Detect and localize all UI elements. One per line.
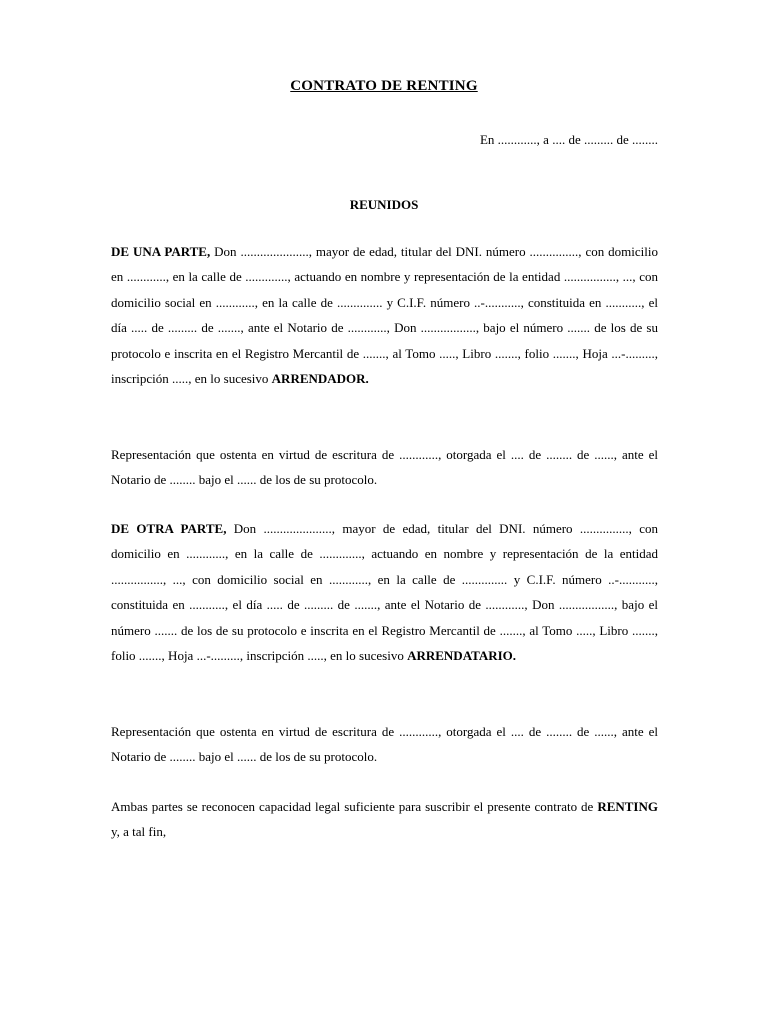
document-title: CONTRATO DE RENTING xyxy=(290,78,478,94)
party-two-role: ARRENDATARIO. xyxy=(407,648,517,664)
closing-renting-bold: RENTING xyxy=(597,799,658,814)
paragraph-party-two-representation: Representación que ostenta en virtud de escritura de ............, otorgada el .... de ........ de ......, ante el Notario de ........ bajo el ...... de los de su protocolo. xyxy=(111,724,658,765)
place-date-line: En ............, a .... de ......... de ........ xyxy=(479,132,658,147)
party-two-body: Don ....................., mayor de edad, titular del DNI. número ..............., con domicilio en ............, en la calle de ............., actuando en nombre y representación de la entidad ................, ..., con domicilio social en ............, en la calle de .............. y C.I.F. número ..-..........., constituida en ..........., el día ..... de ......... de ......., ante el Notario de ............, Don ................., bajo el número ....... de los de su protocolo e inscrita en el Registro Mercantil de ......., al Tomo ....., Libro ......., folio ......., Hoja ...-........., inscripción ....., en lo sucesivo xyxy=(111,521,658,664)
paragraph-party-one xyxy=(111,239,658,391)
party-one-role: ARRENDADOR. xyxy=(271,371,369,387)
paragraph-closing xyxy=(111,794,658,845)
party-one-body: Don ....................., mayor de edad, titular del DNI. número ..............., con domicilio en ............, en la calle de ............., actuando en nombre y representación de la entidad ................, ..., con domicilio social en ............, en la calle de .............. y C.I.F. número ..-..........., constituida en ..........., el día ..... de ......... de ......., ante el Notario de ............, Don ................., bajo el número ....... de los de su protocolo e inscrita en el Registro Mercantil de ......., al Tomo ....., Libro ......., folio ......., Hoja ...-........., inscripción ....., en lo sucesivo xyxy=(111,244,658,387)
paragraph-party-two xyxy=(111,516,658,668)
party-two-lead: DE OTRA PARTE, xyxy=(111,521,227,536)
paragraph-party-one-representation: Representación que ostenta en virtud de escritura de ............, otorgada el .... de ........ de ......, ante el Notario de ........ bajo el ...... de los de su protocolo. xyxy=(111,447,658,488)
closing-text-before: Ambas partes se reconocen capacidad legal suficiente para suscribir el presente contrato de xyxy=(111,799,598,814)
closing-text-after: y, a tal fin, xyxy=(111,824,167,840)
party-one-lead: DE UNA PARTE, xyxy=(111,244,211,259)
section-heading-reunidos: REUNIDOS xyxy=(349,197,419,212)
